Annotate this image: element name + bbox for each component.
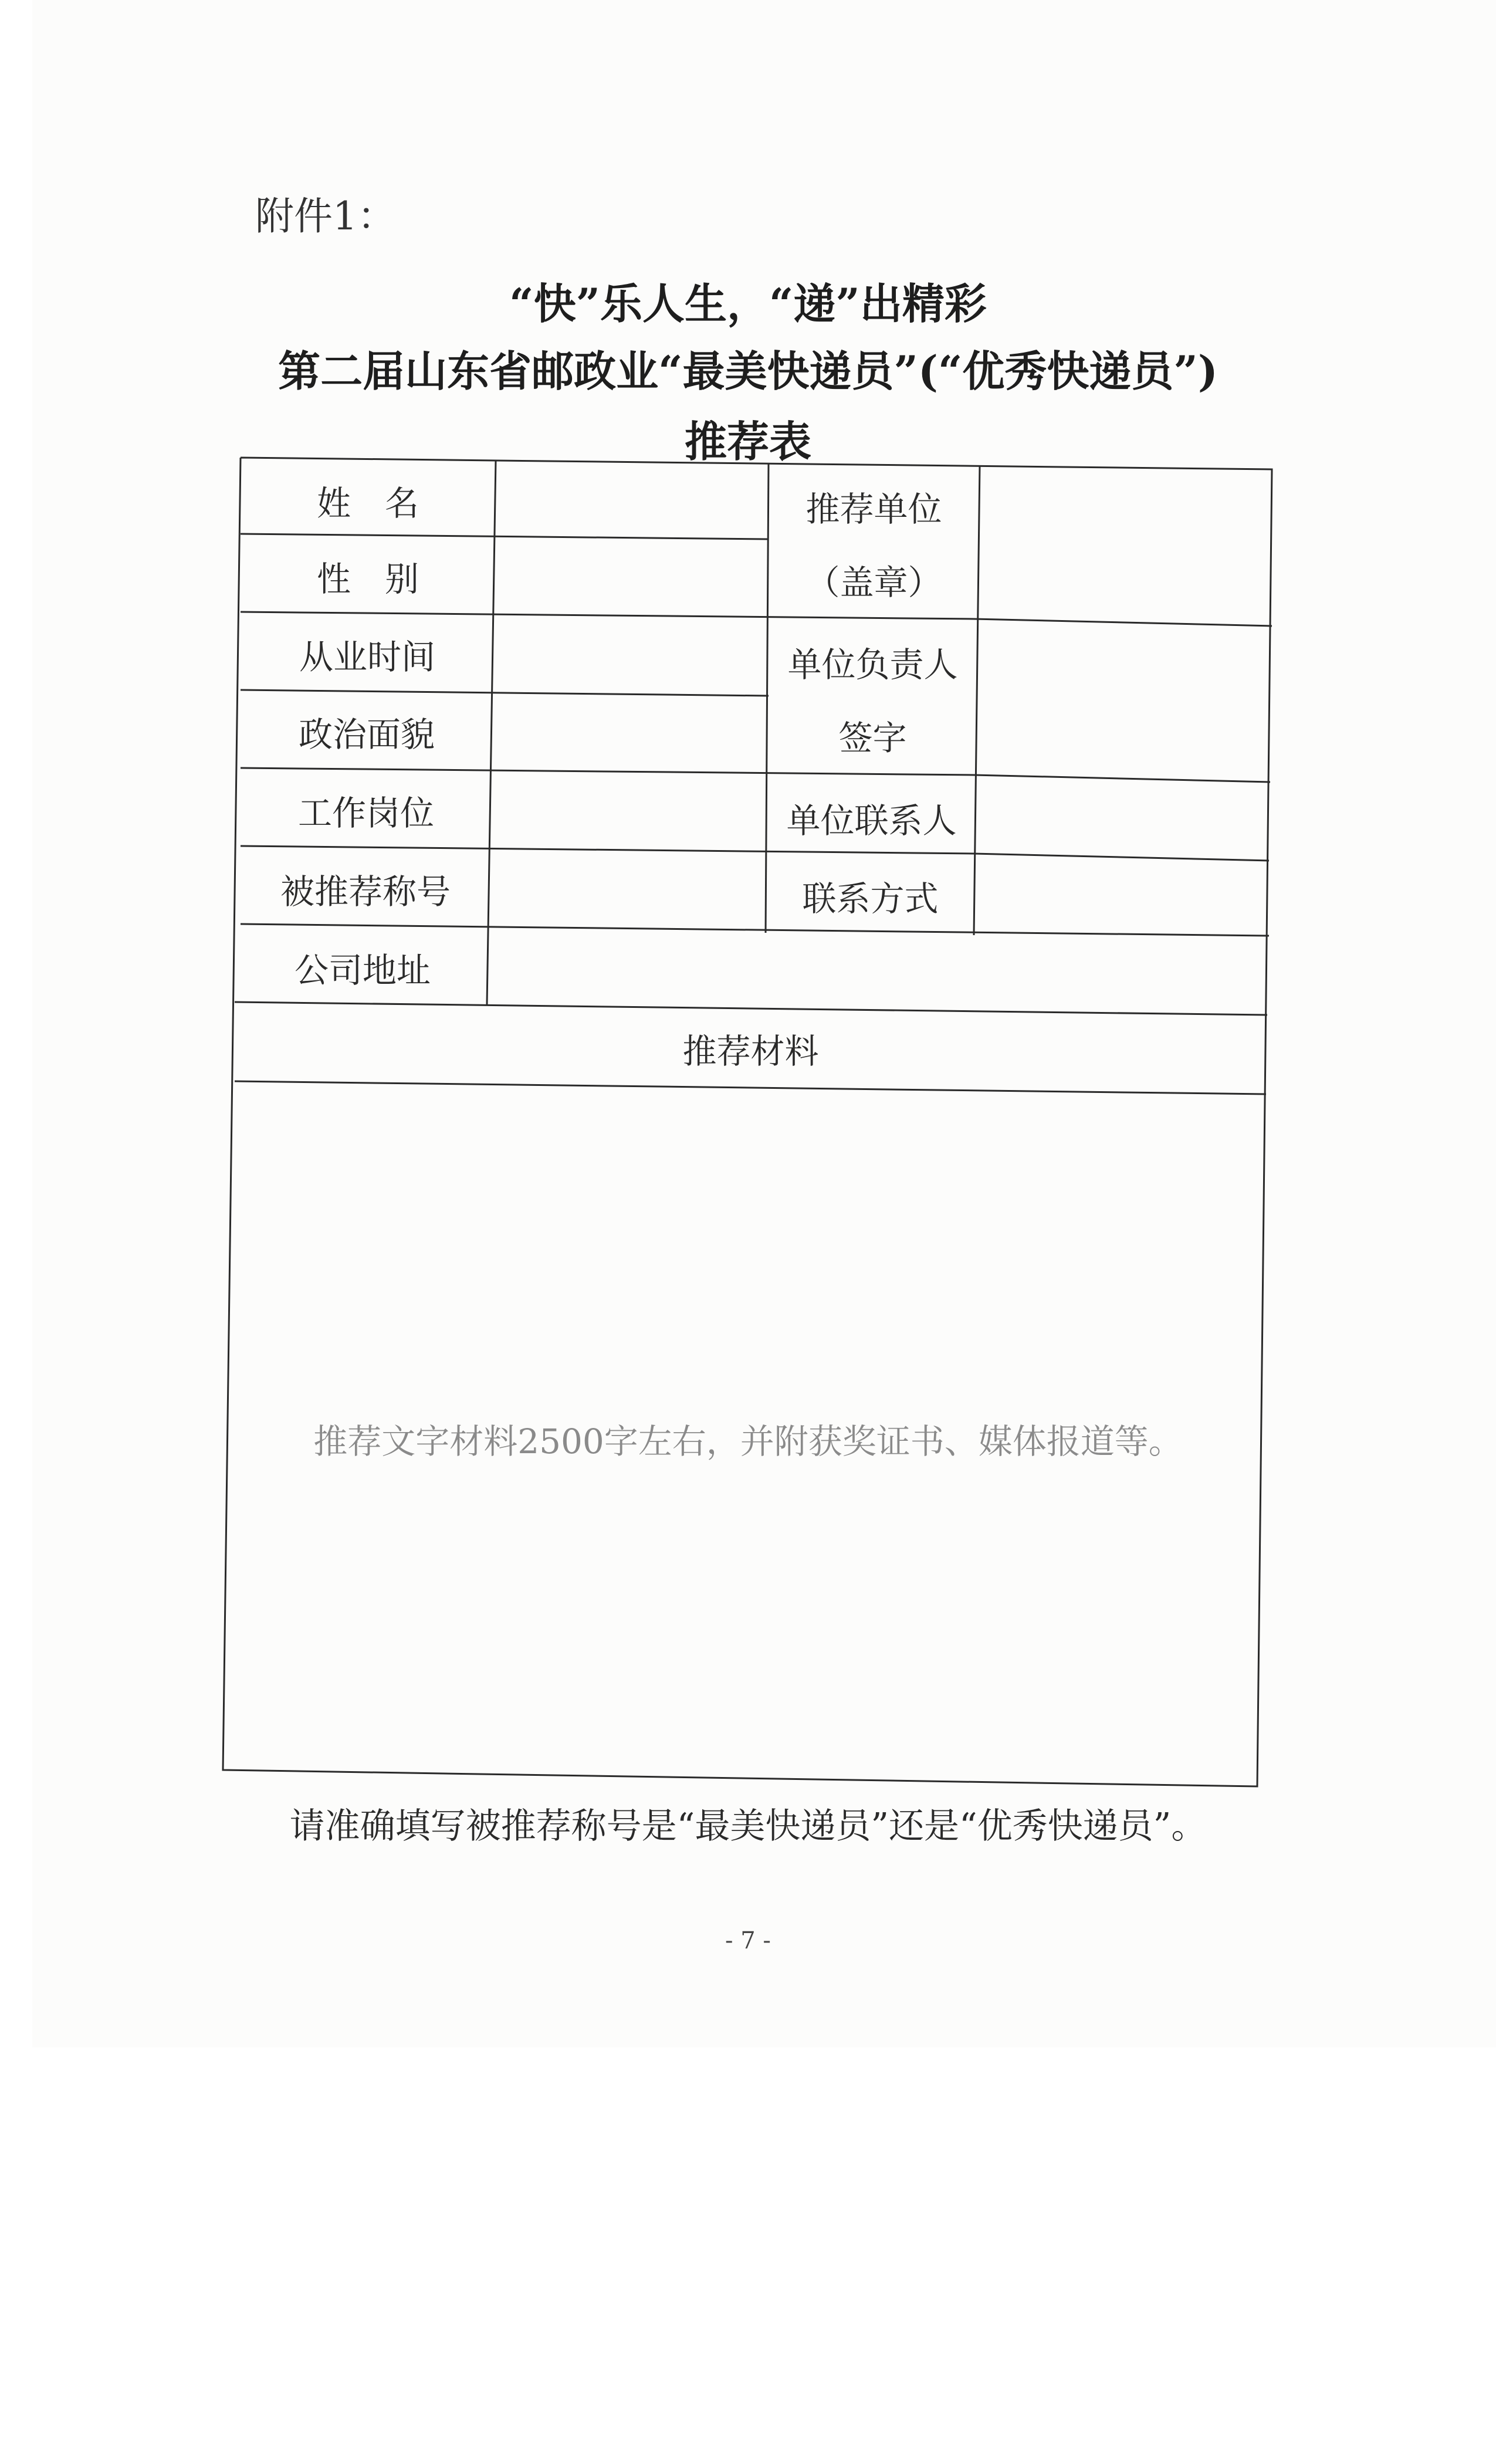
page-number: - 7 -	[725, 1927, 771, 1954]
recommending-unit-field[interactable]	[983, 472, 1267, 622]
gender-field[interactable]	[499, 543, 766, 613]
unit-contact-label: 单位联系人	[786, 801, 957, 841]
materials-header: 推荐材料	[682, 1031, 819, 1071]
title-line-2: 第二届山东省邮政业“最美快递员”(“优秀快递员”)	[278, 346, 1218, 396]
company-address-label: 公司地址	[294, 950, 431, 990]
employment-time-field[interactable]	[497, 621, 764, 691]
name-field[interactable]	[499, 466, 766, 536]
unit-leader-label	[769, 625, 977, 771]
recommending-unit-label	[770, 469, 978, 616]
contact-method-label: 联系方式	[802, 879, 939, 919]
recommending-unit-seal: （盖章）	[805, 562, 942, 603]
materials-hint: 推荐文字材料2500字左右，并附获奖证书、媒体报道等。	[313, 1421, 1183, 1461]
attachment-label: 附件1：	[255, 194, 396, 239]
job-position-label: 工作岗位	[297, 793, 434, 833]
unit-leader-sign: 签字	[838, 717, 907, 758]
unit-contact-field[interactable]	[979, 785, 1266, 857]
political-status-label: 政治面貌	[298, 715, 435, 754]
employment-time-label: 从业时间	[299, 637, 435, 677]
political-status-field[interactable]	[496, 699, 763, 770]
nominated-title-label: 被推荐称号	[280, 872, 451, 912]
footnote: 请准确填写被推荐称号是“最美快递员”还是“优秀快递员”。	[289, 1806, 1207, 1847]
job-position-field[interactable]	[495, 778, 762, 848]
contact-method-field[interactable]	[977, 864, 1265, 934]
gender-label: 性 别	[316, 559, 419, 599]
name-label: 姓 名	[316, 483, 419, 523]
recommending-unit-text: 推荐单位	[805, 489, 942, 529]
unit-leader-text: 单位负责人	[787, 644, 958, 685]
nominated-title-field[interactable]	[494, 857, 761, 927]
title-line-3: 推荐表	[684, 417, 811, 466]
company-address-field[interactable]	[492, 936, 1263, 1004]
title-line-1: “快”乐人生，“递”出精彩	[509, 279, 987, 329]
unit-leader-field[interactable]	[981, 629, 1265, 776]
